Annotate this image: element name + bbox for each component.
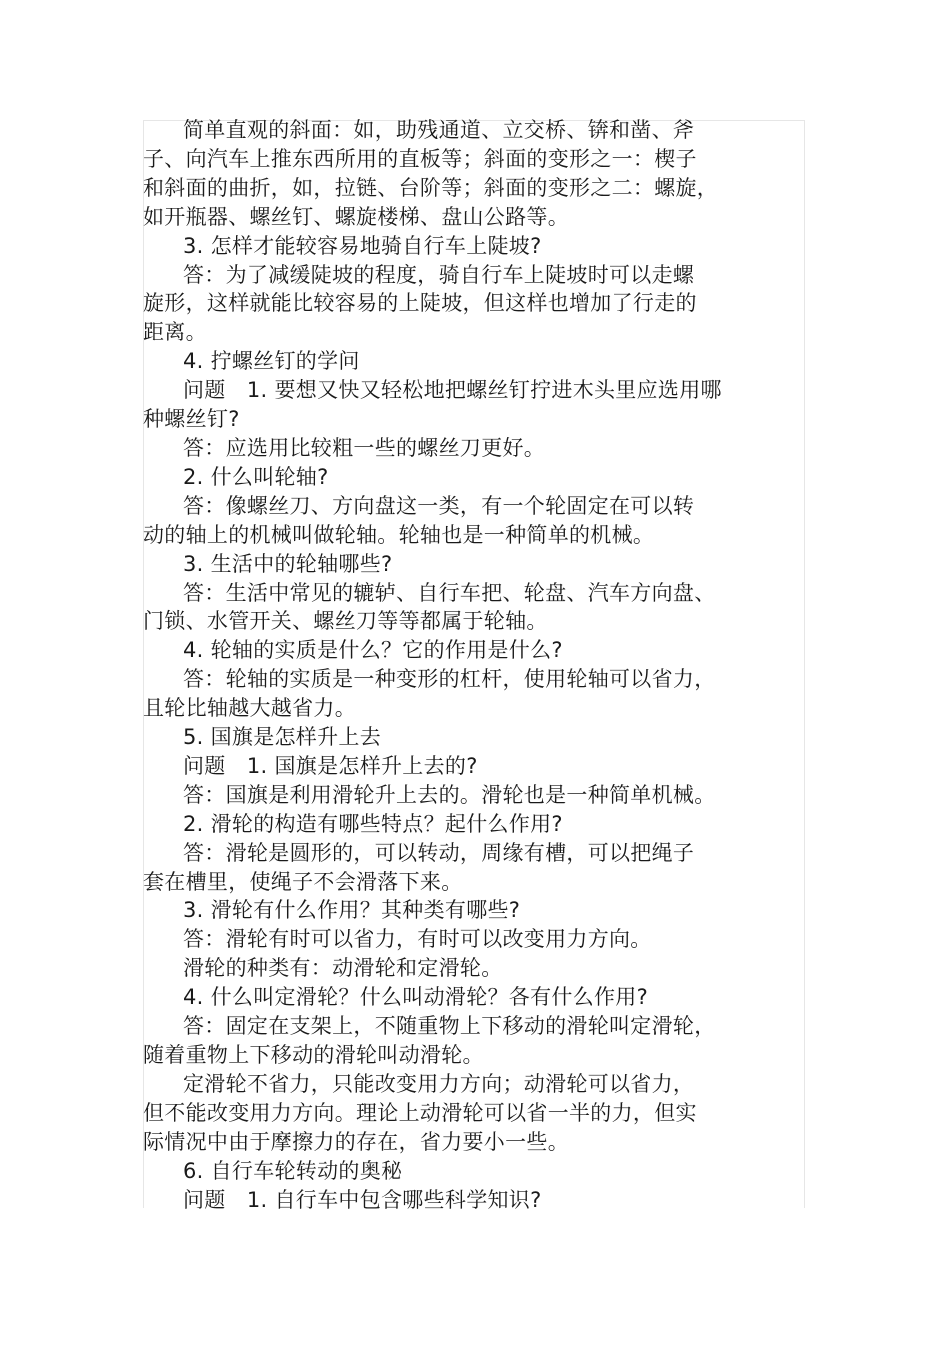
text-line: 3. 生活中的轮轴哪些? (183, 551, 393, 576)
text-line: 问题 1. 要想又快又轻松地把螺丝钉拧进木头里应选用哪 (183, 378, 722, 403)
text-line: 定滑轮不省力，只能改变用力方向；动滑轮可以省力， (183, 1071, 695, 1096)
text-line: 和斜面的曲折，如，拉链、台阶等；斜面的变形之二：螺旋， (143, 175, 719, 200)
text-line: 答：固定在支架上，不随重物上下移动的滑轮叫定滑轮， (183, 1014, 716, 1039)
text-line: 4. 拧螺丝钉的学问 (183, 349, 360, 374)
document-body (143, 116, 753, 1214)
text-line: 答：轮轴的实质是一种变形的杠杆，使用轮轴可以省力， (183, 667, 716, 692)
text-line: 6. 自行车轮转动的奥秘 (183, 1158, 403, 1183)
text-line: 门锁、水管开关、螺丝刀等等都属于轮轴。 (143, 609, 548, 634)
text-line: 简单直观的斜面：如，助残通道、立交桥、锛和凿、斧 (183, 118, 695, 142)
text-line: 随着重物上下移动的滑轮叫动滑轮。 (143, 1043, 484, 1067)
text-line: 但不能改变用力方向。理论上动滑轮可以省一半的力，但实 (143, 1100, 697, 1125)
text-line: 如开瓶器、螺丝钉、螺旋楼梯、盘山公路等。 (143, 204, 569, 229)
text-line: 答：滑轮有时可以省力，有时可以改变用力方向。 (183, 927, 652, 952)
text-line: 问题 1. 国旗是怎样升上去的? (183, 753, 478, 778)
text-line: 3. 滑轮有什么作用？其种类有哪些? (183, 898, 521, 923)
text-line: 4. 轮轴的实质是什么？它的作用是什么? (183, 638, 563, 663)
text-line: 答：国旗是利用滑轮升上去的。滑轮也是一种简单机械。 (183, 782, 716, 807)
text-line: 滑轮的种类有：动滑轮和定滑轮。 (183, 956, 503, 981)
text-line: 5. 国旗是怎样升上去 (183, 725, 382, 750)
text-line: 且轮比轴越大越省力。 (143, 696, 356, 721)
text-line: 4. 什么叫定滑轮？什么叫动滑轮？各有什么作用? (183, 985, 649, 1010)
text-line: 答：像螺丝刀、方向盘这一类，有一个轮固定在可以转 (183, 493, 695, 518)
text-line: 套在槽里，使绳子不会滑落下来。 (143, 869, 463, 894)
text-line: 答：为了减缓陡坡的程度，骑自行车上陡坡时可以走螺 (183, 262, 695, 287)
text-line: 问题 1. 自行车中包含哪些科学知识? (183, 1187, 542, 1212)
text-line: 距离。 (143, 320, 207, 345)
text-line: 3. 怎样才能较容易地骑自行车上陡坡? (183, 233, 542, 258)
text-line: 际情况中由于摩擦力的存在，省力要小一些。 (143, 1129, 569, 1154)
text-line: 2. 滑轮的构造有哪些特点？起什么作用? (183, 811, 563, 836)
text-line: 答：滑轮是圆形的，可以转动，周缘有槽，可以把绳子 (183, 840, 695, 865)
text-line: 答：应选用比较粗一些的螺丝刀更好。 (183, 435, 546, 460)
text-line: 2. 什么叫轮轴? (183, 464, 329, 489)
text-line: 旋形，这样就能比较容易的上陡坡，但这样也增加了行走的 (143, 291, 697, 316)
text-line: 子、向汽车上推东西所用的直板等；斜面的变形之一：楔子 (143, 146, 697, 171)
text-line: 答：生活中常见的辘轳、自行车把、轮盘、汽车方向盘、 (183, 580, 716, 605)
text-line: 种螺丝钉? (143, 407, 240, 432)
text-line: 动的轴上的机械叫做轮轴。轮轴也是一种简单的机械。 (143, 522, 655, 547)
